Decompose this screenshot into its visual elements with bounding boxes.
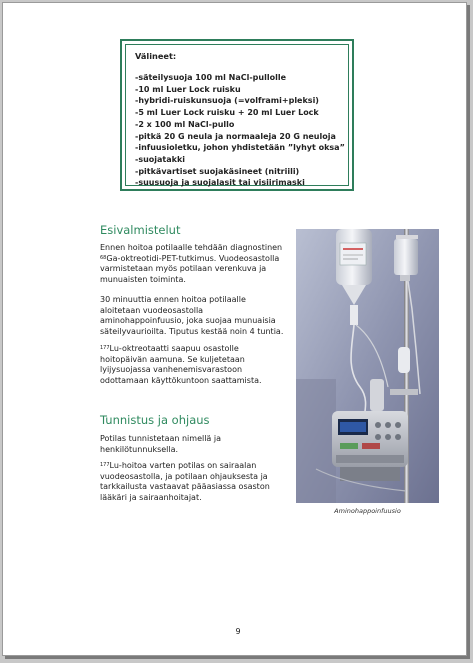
equipment-item: -pitkävartiset suojakäsineet (nitriili) [135,166,300,176]
section-heading-identification: Tunnistus ja ohjaus [100,413,210,427]
equipment-item: -2 x 100 ml NaCl-pullo [135,119,235,129]
paragraph-identification: Potilas tunnistetaan nimellä ja henkilötunnuksella. [100,434,222,454]
equipment-item: -pitkä 20 G neula ja normaaleja 20 G neuloja [135,131,336,141]
equipment-box-inner [125,44,349,186]
section-heading-preparations: Esivalmistelut [100,223,181,237]
equipment-item: -5 ml Luer Lock ruisku + 20 ml Luer Lock [135,108,319,118]
equipment-item: -suusuoja ja suojalasit tai visiirimaski [135,178,305,188]
paragraph-ward-text: Lu-hoitoa varten potilas on sairaalan vuodeosastolla, ja potilaan ohjauksesta ja tarkkailusta vastaavat pääasiassa osaston lääkäri ja sairaanhoitajat. [100,461,270,503]
equipment-item: -säteilysuoja 100 ml NaCl-pullolle [135,73,286,82]
photo-caption: Aminohappoinfuusio [334,507,401,515]
paragraph-delivery [100,344,285,387]
page-number: 9 [235,627,241,636]
paragraph-ward [100,461,285,504]
equipment-item: -10 ml Luer Lock ruisku [135,84,241,94]
equipment-title: Välineet: [135,51,177,61]
infusion-photo [296,229,439,503]
paragraph-diagnostic-b: Ga-oktreotidi-PET-tutkimus. Vuodeosastolla varmistetaan myös potilaan verenkuva ja munuaisten toiminta. [100,253,280,285]
document-page [2,2,467,656]
isotope-sup: 177 [100,462,110,468]
equipment-item: -infuusioletku, johon yhdistetään ”lyhyt oksa” [135,143,345,153]
paragraph-diagnostic-a: Ennen hoitoa potilaalle tehdään diagnostinen [100,243,283,252]
paragraph-delivery-text: Lu-oktreotaatti saapuu osastolle hoitopäivän aamuna. Se kuljetetaan lyijysuojassa vanhenemisvarastoon odottamaan käyttökuntoon saattamista. [100,344,262,386]
equipment-box [120,39,354,191]
equipment-item: -hybridi-ruiskunsuoja (=volframi+pleksi) [135,96,319,106]
paragraph-diagnostic [100,243,285,286]
isotope-sup: 68 [100,254,107,261]
equipment-item: -suojatakki [135,154,186,164]
paragraph-infusion: 30 minuuttia ennen hoitoa potilaalle aloitetaan vuodeosastolla aminohappoinfuusio, joka suojaa munuaisia säteilyvaurioilta. Tiputus kestää noin 4 tuntia. [100,295,284,337]
equipment-list [135,72,348,189]
isotope-sup: 177 [100,345,110,351]
